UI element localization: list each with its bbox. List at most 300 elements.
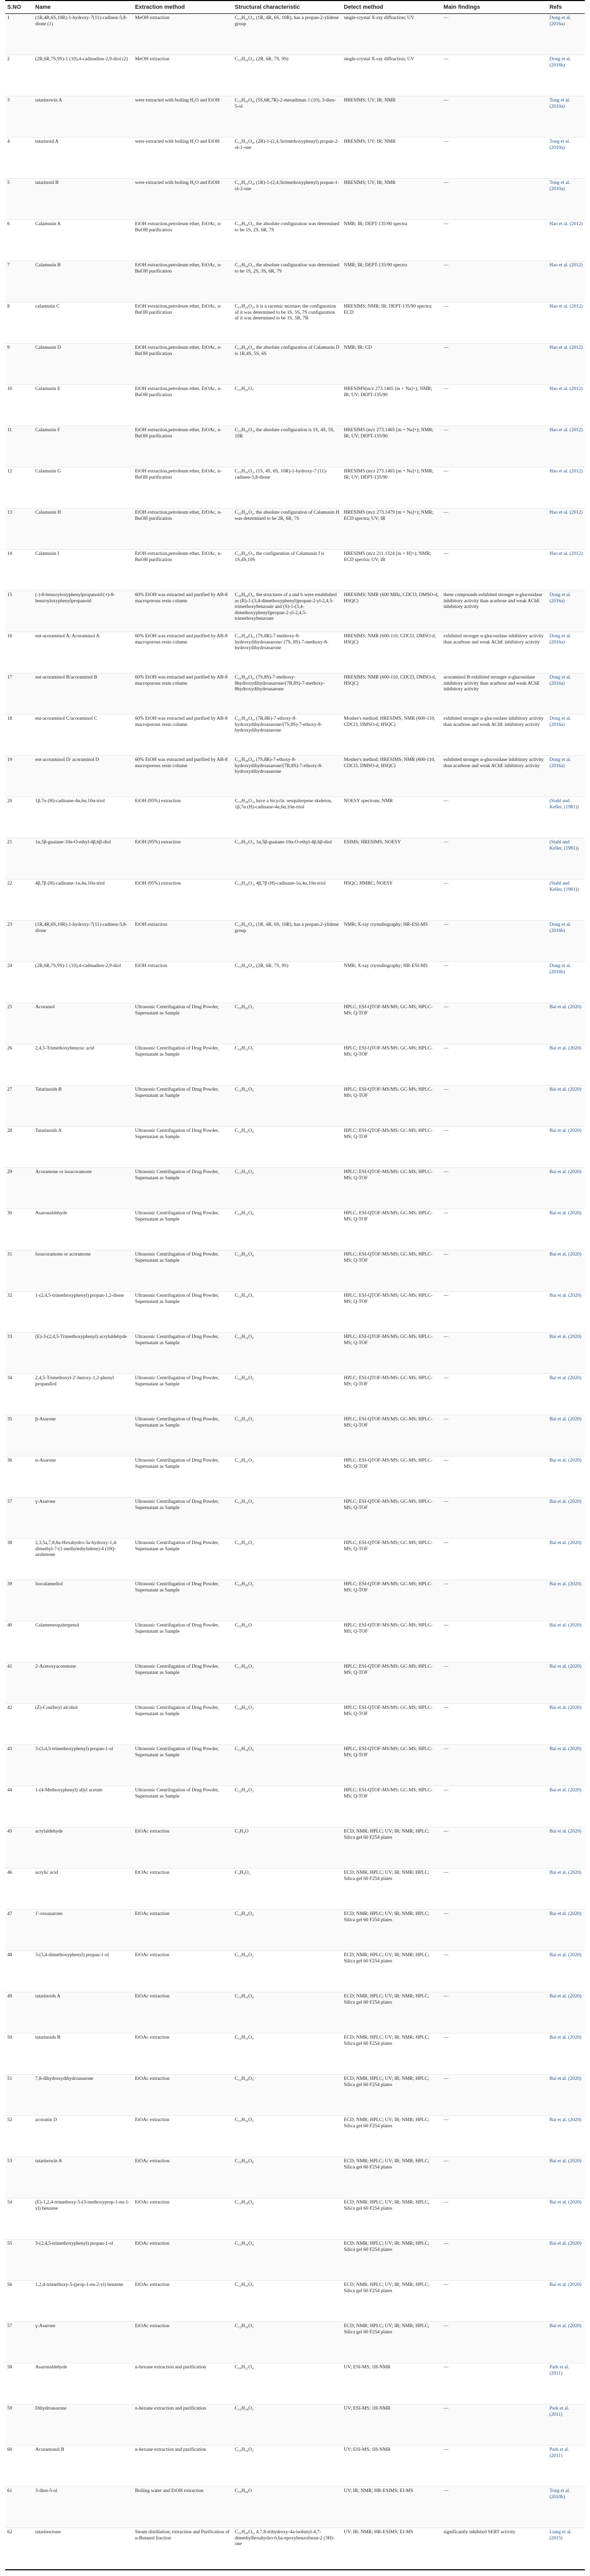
cell-findings: — <box>443 2076 449 2081</box>
cell-ref[interactable]: Hao et al. (2012) <box>549 428 583 433</box>
cell-structure: C₁₀H₁₂O₄ <box>234 2365 254 2370</box>
cell-name: tatarinoids A <box>35 1994 61 1999</box>
table-row <box>5 1415 585 1456</box>
cell-name: Acoramonol B <box>35 2447 64 2452</box>
cell-detect: ECD; NMR; HPLC; UV; IR; NMR; HPLC; Silica gel 60 F254 plates <box>344 2076 430 2088</box>
table-row <box>5 302 585 344</box>
cell-name: (E)-3-(2,4,5-Trimethoxyphenyl) acrylaldehyde <box>35 1334 127 1340</box>
cell-name: 4β,7β (H)-cadinane-1α,4α,10α-triol <box>35 881 105 886</box>
cell-sno: 59 <box>7 2406 12 2411</box>
cell-structure: C₁₃H₁₈O₄ <box>234 2200 254 2205</box>
cell-extraction: Ultrasonic Centrifugation of Drug Powder, Supernatant as Sample <box>134 1128 219 1140</box>
cell-name: (2R,6R,7S,9S)-1 (10),4-cadinadien-2,9-diol <box>35 963 121 969</box>
cell-findings: — <box>443 551 449 556</box>
cell-findings: — <box>443 2488 449 2494</box>
table-row <box>5 426 585 467</box>
cell-sno: 12 <box>7 469 12 474</box>
cell-detect: NMR; IR; DEPT-135/90 spectra <box>344 263 408 268</box>
cell-ref[interactable]: Bai et al. (2020) <box>549 2324 582 2329</box>
cell-detect: UV; IR; NMR; HR-ESIMS; EI-MS <box>344 2488 413 2494</box>
cell-findings: — <box>443 1870 449 1875</box>
cell-extraction: 60% EtOH was extracted and purified by AB-8 macroporous resin column <box>134 592 228 604</box>
cell-name: Acoramone or isoacoramone <box>35 1170 92 1175</box>
cell-findings: — <box>443 2117 449 2123</box>
cell-ref[interactable]: Hao et al. (2012) <box>549 386 583 392</box>
cell-detect: Mosher's method; HRESIMS; NMR (600-110, CDCl3, DMSO-d, HSQC) <box>344 757 435 769</box>
cell-findings: — <box>443 1829 449 1834</box>
cell-ref[interactable]: Bai et al. (2020) <box>549 1829 582 1834</box>
cell-sno: 25 <box>7 1005 12 1010</box>
cell-ref[interactable]: Dong et al. (2016a) <box>549 675 571 686</box>
cell-structure: C₁₂H₁₆O₃ <box>234 1499 254 1504</box>
cell-ref[interactable]: Dong et al. (2016a) <box>549 15 571 27</box>
cell-ref[interactable]: Bai et al. (2020) <box>549 1499 582 1504</box>
cell-structure: C₂₀H₂₄O₆, the structures of a and b were established as (R)-1-(3,4-dimethoxyphenyl)propan-2-yl-2,4,5-trimethoxybenzoate and (S)-1-(3,4-dimethoxyphenyl)propan-2-yl-2,4,5-trimethoxybenzoate <box>234 592 337 622</box>
cell-findings: — <box>443 1211 449 1216</box>
cell-detect: HRESIMS; NMR; IR; DEPT-135/90 spectra; ECD <box>344 304 432 315</box>
table-row <box>5 1209 585 1250</box>
cell-sno: 15 <box>7 592 12 598</box>
cell-structure: C₁₅H₂₄O <box>234 2488 252 2494</box>
cell-findings: exhibited stronger α-glucosidase inhibitory activity than acarbose and weak AChE inhibitory activity <box>443 716 544 727</box>
table-body <box>5 14 585 2569</box>
cell-name: 1,2,4-trimethoxy-5-(prop-1-en-2-yl) benzene <box>35 2282 124 2287</box>
cell-findings: — <box>443 57 449 62</box>
cell-findings: — <box>443 1293 449 1298</box>
cell-extraction: Ultrasonic Centrifugation of Drug Powder, Supernatant as Sample <box>134 1417 219 1428</box>
cell-ref[interactable]: Bai et al. (2020) <box>549 2117 582 2123</box>
cell-ref[interactable]: Park et al. (2011) <box>549 2365 569 2376</box>
cell-detect: ECD; NMR; HPLC; UV; IR; NMR; HPLC; Silica gel 60 F254 plates <box>344 2282 430 2294</box>
cell-findings: — <box>443 1994 449 1999</box>
header-detect: Detect method <box>342 1 442 14</box>
cell-ref[interactable]: Dong et al. (2016b) <box>549 57 571 68</box>
cell-findings: — <box>443 510 449 515</box>
cell-name: Calamusin G <box>35 469 61 474</box>
cell-extraction: EtOAc extraction <box>134 2035 170 2040</box>
table-row <box>5 1951 585 1992</box>
cell-ref[interactable]: Bai et al. (2020) <box>549 1128 582 1133</box>
cell-findings: — <box>443 386 449 392</box>
cell-sno: 48 <box>7 1953 12 1958</box>
table-row <box>5 1910 585 1951</box>
cell-ref[interactable]: Bai et al. (2020) <box>549 1994 582 1999</box>
cell-ref[interactable]: Bai et al. (2020) <box>549 1211 582 1216</box>
cell-name: (E)-1,2,4-trimethoxy-5-(3-methoxyprop-1-en-1-yl) benzene <box>35 2200 130 2211</box>
cell-extraction: EtOAc extraction <box>134 1911 170 1917</box>
cell-detect: HRESIMS (m/z 211.1324 [m + H]+); NMR; ECD spectra; UV; IR <box>344 551 431 563</box>
cell-extraction: n-hexane extraction and purification <box>134 2447 206 2452</box>
cell-structure: C₁₂H₁₆O₄ <box>234 1994 254 1999</box>
cell-detect: NMR; IR; DEPT-135/90 spectra <box>344 222 408 227</box>
cell-ref[interactable]: Liang et al. (2015) <box>549 2530 572 2541</box>
cell-detect: HPLC; ESI-QTOF-MS/MS; GC-MS; HPLC-MS; Q-TOF <box>344 1334 433 1346</box>
cell-structure: C₂₁H₂₈O₆, 4,7,8-trihydroxy-4a-isobutyl-4,7-dimethylhexahydro-6,6a-epoxybenzofuran-2 (3H)-one <box>234 2530 335 2547</box>
cell-structure: C₁₅H₂₈O₃, have a bicyclic sesquiterpene skeleton, 1β,7α (H)-cadinane-4α,6α,10α-triol <box>234 799 332 810</box>
cell-ref[interactable]: Bai et al. (2020) <box>549 1046 582 1051</box>
cell-structure: C₂₁H₂₈O₆, (7S,8R)-7-methoxy-8-hydroxydihydroasarone/ (7S, 8S)-7-methoxy-8-hydroxydihydroasarone <box>234 634 329 651</box>
table-row <box>5 1869 585 1910</box>
cell-ref[interactable]: Bai et al. (2020) <box>549 1087 582 1092</box>
cell-ref[interactable]: Hao et al. (2012) <box>549 510 583 515</box>
cell-ref[interactable]: Tong et al. (2010a) <box>549 98 570 109</box>
table-row <box>5 1786 585 1827</box>
cell-ref[interactable]: Bai et al. (2020) <box>549 1582 582 1587</box>
cell-sno: 13 <box>7 510 12 515</box>
cell-findings: exhibited stronger α-glucosidase inhibitory activity than acarbose and weak AChE inhibitory activity <box>443 634 544 645</box>
cell-extraction: Ultrasonic Centrifugation of Drug Powder, Supernatant as Sample <box>134 1499 219 1511</box>
cell-detect: HRESIMS (m/z 273.1465 [m + Na]+); NMR; IR; UV; DEPT-135/90 <box>344 428 434 439</box>
cell-structure: C₁₀H₁₂O₄ <box>234 1211 254 1216</box>
table-row <box>5 797 585 838</box>
cell-ref[interactable]: Hao et al. (2012) <box>549 222 583 227</box>
cell-structure: C₁₅H₂₂O₃, (1R, 4R, 6S, 10R), has a propan-2-ylidene group <box>234 922 339 934</box>
cell-ref[interactable]: Bai et al. (2020) <box>549 2076 582 2081</box>
cell-detect: UV; IR; NMR; HR-ESIMS; EI-MS <box>344 2530 413 2535</box>
cell-ref[interactable]: Dong et al. (2016a) <box>549 716 571 727</box>
cell-ref[interactable]: Park et al. (2011) <box>549 2406 569 2417</box>
cell-detect: HRESIMS; UV; IR; NMR <box>344 139 396 144</box>
cell-findings: — <box>443 799 449 804</box>
cell-structure: C₁₇H₂₆O₃ <box>234 1664 254 1669</box>
cell-extraction: were extracted with boiling H₂O and EtOH <box>134 139 220 144</box>
cell-extraction: MeOH extraction <box>134 15 170 21</box>
cell-extraction: Ultrasonic Centrifugation of Drug Powder, Supernatant as Sample <box>134 1005 219 1016</box>
cell-structure: C₁₅H₂₀O₄ <box>234 2159 254 2164</box>
cell-ref[interactable]: Hao et al. (2012) <box>549 551 583 556</box>
table-row <box>5 138 585 179</box>
cell-name: ent-acoraminol C/acoraminol C <box>35 716 97 721</box>
cell-name: 1'-oxoasarone <box>35 1911 63 1917</box>
cell-name: γ-Asarone <box>35 2324 56 2329</box>
cell-name: 3-(2,4,5-trimethoxyphenyl) propan-1-ol <box>35 2241 113 2246</box>
cell-ref[interactable]: Tong et al. (2010a) <box>549 180 570 192</box>
cell-findings: — <box>443 2241 449 2246</box>
cell-findings: — <box>443 963 449 969</box>
cell-structure: C₁₆H₂₆O₅ <box>234 1376 254 1381</box>
cell-extraction: Ultrasonic Centrifugation of Drug Powder, Supernatant as Sample <box>134 1540 219 1552</box>
cell-ref[interactable]: Bai et al. (2020) <box>549 1705 582 1710</box>
cell-sno: 10 <box>7 386 12 392</box>
cell-ref[interactable]: Dong et al. (2016a) <box>549 592 571 604</box>
table-row <box>5 1580 585 1621</box>
cell-detect: ECD; NMR; HPLC; UV; IR; NMR; HPLC; Silica gel 60 F254 plates <box>344 1829 430 1840</box>
cell-ref[interactable]: Bai et al. (2020) <box>549 1417 582 1422</box>
compounds-table <box>5 0 585 2569</box>
table-row <box>5 179 585 220</box>
header-row <box>5 1 585 14</box>
cell-ref[interactable]: Bai et al. (2020) <box>549 1293 582 1298</box>
cell-structure: C₁₂H₁₈O₄ <box>234 2241 254 2246</box>
table-row <box>5 1250 585 1292</box>
cell-extraction: EtOH extraction,petroleum ether, EtOAc, n-BuOH purification <box>134 428 222 439</box>
cell-sno: 35 <box>7 1417 12 1422</box>
cell-detect: NMR; X-ray crystallography; HR-ESI-MS <box>344 963 428 969</box>
cell-ref[interactable]: Dong et al. (2016b) <box>549 922 571 934</box>
cell-extraction: EtOAc extraction <box>134 2324 170 2329</box>
cell-structure: C₁₂H₁₆O₄ <box>234 1170 254 1175</box>
cell-findings: — <box>443 1705 449 1710</box>
cell-findings: — <box>443 98 449 103</box>
cell-name: 1α,5β-guaiane-10α-O-ethyl-4β,6β-diol <box>35 840 111 845</box>
cell-structure: C₂₁H₂₈O₆, (7R,8R)-7-ethoxy-8-hydroxydihydroasarone/(7S,8S)-7-ethoxy-8-hydroxydihydroasarone <box>234 716 323 734</box>
table-row <box>5 96 585 138</box>
cell-detect: HSQC; HMBC; NOESY <box>344 881 393 886</box>
table-row <box>5 2446 585 2487</box>
cell-sno: 3 <box>7 98 10 103</box>
cell-detect: HPLC; ESI-QTOF-MS/MS; GC-MS; HPLC-MS; Q-TOF <box>344 1664 433 1675</box>
cell-sno: 36 <box>7 1458 12 1463</box>
cell-findings: — <box>443 2035 449 2040</box>
cell-detect: ECD; NMR; HPLC; UV; IR; NMR; HPLC; Silica gel 60 F254 plates <box>344 2324 430 2335</box>
cell-ref[interactable]: Park et al. (2011) <box>549 2447 569 2459</box>
cell-structure: C₁₅H₂₈O₃, 4β,7β (H)-cadinane-1α,4α,10α-triol <box>234 881 326 886</box>
cell-name: acoranin D <box>35 2117 57 2123</box>
cell-ref[interactable]: Bai et al. (2020) <box>549 1252 582 1257</box>
cell-detect: ECD; NMR; HPLC; UV; IR; NMR; HPLC; Silica gel 60 F254 plates <box>344 2117 430 2129</box>
cell-detect: UV; ESI-MS; 1H-NMR <box>344 2406 391 2411</box>
cell-structure: C₁₅H₂₆O₃ <box>234 386 254 392</box>
cell-sno: 18 <box>7 716 12 721</box>
cell-extraction: Ultrasonic Centrifugation of Drug Powder, Supernatant as Sample <box>134 1046 219 1057</box>
cell-detect: HPLC; ESI-QTOF-MS/MS; GC-MS; HPLC-MS; Q-TOF <box>344 1128 433 1140</box>
cell-ref[interactable]: Bai et al. (2020) <box>549 2282 582 2287</box>
cell-ref[interactable]: Bai et al. (2020) <box>549 2241 582 2246</box>
table-row <box>5 591 585 632</box>
cell-findings: — <box>443 2365 449 2370</box>
table-row <box>5 344 585 385</box>
table-row <box>5 385 585 426</box>
cell-ref[interactable]: Bai et al. (2020) <box>549 1376 582 1381</box>
cell-findings: — <box>443 1252 449 1257</box>
cell-sno: 34 <box>7 1376 12 1381</box>
table-row <box>5 632 585 673</box>
cell-extraction: Boiling water and EtOH extraction <box>134 2488 204 2494</box>
cell-detect: HPLC; ESI-QTOF-MS/MS; GC-MS; HPLC-MS; Q-TOF <box>344 1540 433 1552</box>
cell-detect: HPLC; ESI-QTOF-MS/MS; GC-MS; HPLC-MS; Q-TOF <box>344 1087 433 1098</box>
table-bottom-rule <box>5 2569 585 2570</box>
cell-sno: 42 <box>7 1705 12 1710</box>
table-row <box>5 2116 585 2157</box>
cell-findings: — <box>443 1046 449 1051</box>
cell-sno: 47 <box>7 1911 12 1917</box>
cell-ref[interactable]: Bai et al. (2020) <box>549 2159 582 2164</box>
table-row <box>5 1827 585 1869</box>
cell-findings: — <box>443 2406 449 2411</box>
cell-extraction: Ultrasonic Centrifugation of Drug Powder, Supernatant as Sample <box>134 1211 219 1222</box>
cell-name: tatarinoid A <box>35 139 59 144</box>
cell-detect: HPLC; ESI-QTOF-MS/MS; GC-MS; HPLC-MS; Q-TOF <box>344 1293 433 1304</box>
cell-extraction: 60% EtOH was extracted and purified by AB-8 macroporous resin column <box>134 757 228 769</box>
cell-ref[interactable]: (Stahl and Keller, (1981)) <box>549 881 579 892</box>
cell-ref[interactable]: Hao et al. (2012) <box>549 263 583 268</box>
cell-structure: C₁₀H₁₂O₃ <box>234 1705 254 1710</box>
cell-detect: HPLC; ESI-QTOF-MS/MS; GC-MS; HPLC-MS; Q-TOF <box>344 1458 433 1469</box>
cell-ref[interactable]: (Stahl and Keller, (1981)) <box>549 840 579 851</box>
cell-findings: acoraminol B exhibited stronger α-glucosidase inhibitory activity than acarbose and weak AChE inhibitory activity <box>443 675 540 692</box>
table-row <box>5 2528 585 2569</box>
cell-name: ent-acoraminol B/acoraminol B <box>35 675 97 680</box>
cell-ref[interactable]: Bai et al. (2020) <box>549 1334 582 1340</box>
cell-name: (2R,6R,7S,9S)-1 (10),4-cadinadien-2,9-diol (2) <box>35 57 128 62</box>
cell-ref[interactable]: Dong et al. (2016a) <box>549 757 571 769</box>
cell-findings: — <box>443 1953 449 1958</box>
cell-findings: these compounds exhibited stronger α-glucosidase inhibitory activity than acarbose and weak AChE inhibitory activity <box>443 592 543 610</box>
cell-detect: HRESIMS; NMR (600 MHz, CDCl3, DMSO-d, HSQC) <box>344 592 439 604</box>
cell-extraction: Ultrasonic Centrifugation of Drug Powder, Supernatant as Sample <box>134 1252 219 1263</box>
cell-name: Calamenesquiterpenol <box>35 1623 79 1628</box>
cell-sno: 49 <box>7 1994 12 1999</box>
cell-detect: HPLC; ESI-QTOF-MS/MS; GC-MS; HPLC-MS; Q-TOF <box>344 1747 433 1758</box>
cell-ref[interactable]: Dong et al. (2016a) <box>549 634 571 645</box>
cell-name: Acoramol <box>35 1005 55 1010</box>
cell-structure: C₁₅H₂₆O₃, (1S, 4S, 6S, 10R)-1-hydroxy-7 (11)-cadinen-5,8-dione <box>234 469 328 480</box>
cell-detect: HRESIMS; NMR (600-110, CDCl3, DMSO-d, HSQC) <box>344 634 436 645</box>
table-row <box>5 2240 585 2281</box>
cell-ref[interactable]: Hao et al. (2012) <box>549 345 583 350</box>
cell-sno: 32 <box>7 1293 12 1298</box>
cell-structure: C₁₅H₂₆O₂ <box>234 1005 254 1010</box>
cell-sno: 9 <box>7 345 10 350</box>
cell-detect: ECD; NMR; HPLC; UV; IR; NMR; HPLC; Silica gel 60 F254 plates <box>344 1911 430 1923</box>
cell-name: Calamusin E <box>35 386 61 392</box>
table-row <box>5 1539 585 1580</box>
cell-findings: — <box>443 139 449 144</box>
cell-extraction: 60% EtOH was extracted and purified by AB-8 macroporous resin column <box>134 716 228 727</box>
cell-name: 2,4,5-Trimethoxybenzoic acid <box>35 1046 94 1051</box>
cell-sno: 8 <box>7 304 10 309</box>
cell-ref[interactable]: Bai et al. (2020) <box>549 1747 582 1752</box>
cell-ref[interactable]: Hao et al. (2012) <box>549 304 583 309</box>
cell-detect: ECD; NMR; HPLC; UV; IR; NMR; HPLC; Silica gel 60 F254 plates <box>344 1870 430 1882</box>
cell-ref[interactable]: Hao et al. (2012) <box>549 469 583 474</box>
cell-ref[interactable]: Bai et al. (2020) <box>549 1005 582 1010</box>
cell-findings: — <box>443 881 449 886</box>
cell-structure: C₁₅H₂₄O₂, (2R, 6R, 7S, 9S) <box>234 963 289 969</box>
cell-detect: UV; ESI-MS; 1H-NMR <box>344 2447 391 2452</box>
cell-sno: 7 <box>7 263 10 268</box>
cell-detect: HPLC; ESI-QTOF-MS/MS; GC-MS; HPLC-MS; Q-TOF <box>344 1499 433 1511</box>
cell-sno: 57 <box>7 2324 12 2329</box>
cell-name: 3-(3,4-dimethoxyphenyl) propan-1-ol <box>35 1953 109 1958</box>
cell-structure: C₁₂H₁₆O₄, (2R)-1-(2,4,5trimethoxyphenyl) propan-2-ol-1-one <box>234 139 340 150</box>
cell-ref[interactable]: Tong et al. (2010a) <box>549 139 570 150</box>
cell-ref[interactable]: Bai et al. (2020) <box>549 1458 582 1463</box>
cell-detect: HRESIMS; UV; IR; NMR <box>344 98 396 103</box>
cell-extraction: EtOH extraction,petroleum ether, EtOAc, n-BuOH purification <box>134 263 222 274</box>
table-row <box>5 1704 585 1745</box>
cell-detect: HPLC; ESI-QTOF-MS/MS; GC-MS; HPLC-MS; Q-TOF <box>344 1623 433 1634</box>
cell-ref[interactable]: Bai et al. (2020) <box>549 1953 582 1958</box>
cell-ref[interactable]: Bai et al. (2020) <box>549 1170 582 1175</box>
cell-name: Tatarinoids A <box>35 1128 62 1133</box>
cell-ref[interactable]: Bai et al. (2020) <box>549 2200 582 2205</box>
cell-detect: ECD; NMR; HPLC; UV; IR; NMR; HPLC; Silica gel 60 F254 plates <box>344 1994 430 2005</box>
cell-name: 3-dien-5-ol <box>35 2488 58 2494</box>
cell-extraction: EtOAc extraction <box>134 2282 170 2287</box>
cell-name: tatarinoctone <box>35 2530 61 2535</box>
cell-extraction: Ultrasonic Centrifugation of Drug Powder, Supernatant as Sample <box>134 1376 219 1387</box>
cell-name: 2,3,5a,7,8,8a-Hexahydro-3a-hydroxy-1,4-dimethyl-7-(1-methylethylidene)-4 (1H)-azulenone <box>35 1540 117 1558</box>
cell-structure: C₁₂H₁₆O₄, (1R)-1-(2,4,5trimethoxyphenyl) propan-1-ol-2-one <box>234 180 340 192</box>
cell-sno: 51 <box>7 2076 12 2081</box>
cell-sno: 58 <box>7 2365 12 2370</box>
cell-findings: — <box>443 1788 449 1793</box>
cell-structure: C₂₁H₂₈O₆, (7S,8S)-7-methoxy-8hydroxydihydroasarone/(7R,8S)-7-methoxy-8hydroxydihydroasarone <box>234 675 325 692</box>
cell-name: (-)-8-benzoyloxyphenylpropanoid/(+)-8-benzoyloxyphenylpropanoid <box>35 592 115 604</box>
cell-detect: single-crystal X-ray diffraction; UV <box>344 15 414 21</box>
cell-sno: 16 <box>7 634 12 639</box>
cell-extraction: EtOH extraction,petroleum ether, EtOAc, n-BuOH purification <box>134 510 222 521</box>
cell-structure: C₁₇H₃₂O₃, 1α,5β-guaiane-10α-O-ethyl-4β,6β-diol <box>234 840 332 845</box>
cell-extraction: EtOH (95%) extraction <box>134 840 181 845</box>
cell-name: (1R,4R,6S,10R)-1-hydroxy-7(11)-cadinen-5,8-dione (1) <box>35 15 127 27</box>
cell-name: 1-(4-Methoxyphenyl) allyl acetate <box>35 1788 103 1793</box>
cell-ref[interactable]: Dong et al. (2016b) <box>549 963 571 975</box>
cell-ref[interactable]: Bai et al. (2020) <box>549 1911 582 1917</box>
cell-ref[interactable]: Tong et al. (2010b) <box>549 2488 570 2500</box>
cell-name: (Z)-Coniferyl alcohol <box>35 1705 78 1710</box>
table-row <box>5 1086 585 1127</box>
cell-extraction: EtOAc extraction <box>134 1870 170 1875</box>
cell-findings: — <box>443 1170 449 1175</box>
cell-structure: C₁₅H₂₆O₃, the configuration of Calamusin I is 1S,4S,10S <box>234 551 325 563</box>
cell-findings: — <box>443 1623 449 1628</box>
cell-name: Tatarinoids B <box>35 1087 62 1092</box>
cell-ref[interactable]: (Stahl and Keller, (1981)) <box>549 799 579 810</box>
cell-name: 1β,7α (H)-cadinane-4α,6α,10α-triol <box>35 799 105 804</box>
table-row <box>5 1374 585 1415</box>
cell-ref[interactable]: Bai et al. (2020) <box>549 1664 582 1669</box>
cell-sno: 44 <box>7 1788 12 1793</box>
cell-detect: HRESIMS (m/z 273.1479 [m + Na]+); NMR; ECD spectra; UV; IR <box>344 510 434 521</box>
cell-findings: — <box>443 222 449 227</box>
cell-sno: 50 <box>7 2035 12 2040</box>
cell-sno: 61 <box>7 2488 12 2494</box>
cell-ref[interactable]: Bai et al. (2020) <box>549 1870 582 1875</box>
cell-extraction: 60% EtOH was extracted and purified by AB-8 macroporous resin column <box>134 675 228 686</box>
cell-extraction: EtOH extraction,petroleum ether, EtOAc, n-BuOH purification <box>134 469 222 480</box>
cell-name: Calamusin I <box>35 551 59 556</box>
cell-detect: HPLC; ESI-QTOF-MS/MS; GC-MS; HPLC-MS; Q-TOF <box>344 1788 433 1799</box>
cell-ref[interactable]: Bai et al. (2020) <box>549 1540 582 1546</box>
table-row <box>5 1168 585 1209</box>
cell-structure: C₂₁H₂₈O₆, (7S,8R)-7-ethoxy-8-hydroxydihydroasarone/(7R,8S)-7-ethoxy-8-hydroxydihydroasarone <box>234 757 323 775</box>
table-row <box>5 261 585 302</box>
cell-detect: ESIMS; HRESIMS; NOESY <box>344 840 401 845</box>
cell-name: γ-Asarone <box>35 1499 56 1504</box>
cell-sno: 62 <box>7 2530 12 2535</box>
table-header <box>5 1 585 14</box>
cell-detect: HRESIMS; UV; IR; NMR <box>344 180 396 185</box>
cell-name: Asaronaldehyde <box>35 2365 68 2370</box>
table-row <box>5 55 585 96</box>
cell-extraction: EtOH extraction <box>134 963 167 969</box>
cell-findings: — <box>443 1540 449 1546</box>
cell-findings: — <box>443 428 449 433</box>
table-row <box>5 220 585 261</box>
cell-extraction: EtOAc extraction <box>134 2117 170 2123</box>
cell-detect: ECD; NMR; HPLC; UV; IR; NMR; HPLC; Silica gel 60 F254 plates <box>344 2241 430 2252</box>
cell-ref[interactable]: Bai et al. (2020) <box>549 2035 582 2040</box>
cell-name: acrylic acid <box>35 1870 58 1875</box>
cell-structure: C₁₂H₁₆O₃ <box>234 1417 254 1422</box>
cell-sno: 29 <box>7 1170 12 1175</box>
cell-structure: C₁₁H₁₆O₃ <box>234 1953 254 1958</box>
cell-ref[interactable]: Bai et al. (2020) <box>549 1623 582 1628</box>
cell-sno: 27 <box>7 1087 12 1092</box>
cell-ref[interactable]: Bai et al. (2020) <box>549 1788 582 1793</box>
